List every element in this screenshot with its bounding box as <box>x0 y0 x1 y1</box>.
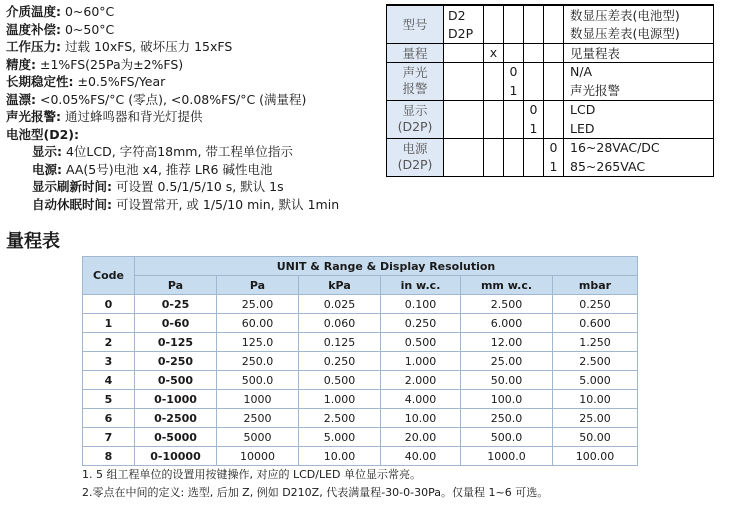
range-value-cell: 1.250 <box>553 333 638 352</box>
range-value-cell: 0-25 <box>135 295 217 314</box>
range-value-cell: 5.000 <box>553 371 638 390</box>
spec-medium-temp: 介质温度: 0~60°C <box>6 4 115 19</box>
order-row-power-0 <box>387 138 714 157</box>
range-code-cell: 8 <box>83 447 135 466</box>
range-table <box>82 256 638 466</box>
range-value-cell: 6.000 <box>461 314 553 333</box>
spec-power: 电源: AA(5号)电池 x4, 推荐 LR6 碱性电池 <box>32 161 273 177</box>
range-row <box>83 333 638 352</box>
range-table-title: 量程表 <box>6 231 60 252</box>
range-value-cell: 125.0 <box>217 333 299 352</box>
model-b-desc: 数显压差表(电源型) <box>564 24 714 43</box>
display-0: 0 <box>524 100 544 119</box>
col-header: kPa <box>299 276 381 295</box>
range-value-cell: 10.00 <box>299 447 381 466</box>
spec-drift: 温漂: <0.05%FS/°C (零点), <0.08%FS/°C (满量程) <box>6 91 307 107</box>
order-row-range <box>387 43 714 62</box>
power-1: 1 <box>544 157 564 176</box>
range-value-cell: 0.250 <box>381 314 461 333</box>
spec-sleep: 自动休眠时间: 可设置常开, 或 1/5/10 min, 默认 1min <box>32 196 340 212</box>
range-value-cell: 0.500 <box>299 371 381 390</box>
spec-accuracy: 精度: ±1%FS(25Pa为±2%FS) <box>6 56 184 72</box>
range-value-cell: 0.100 <box>381 295 461 314</box>
range-row <box>83 314 638 333</box>
spec-list <box>6 3 376 213</box>
range-code: x <box>484 43 504 62</box>
model-a-desc: 数显压差表(电池型) <box>564 5 714 24</box>
range-value-cell: 10.00 <box>381 409 461 428</box>
range-column-row <box>83 276 638 295</box>
range-row <box>83 352 638 371</box>
range-value-cell: 50.00 <box>553 428 638 447</box>
spec-display: 显示: 4位LCD, 字符高18mm, 带工程单位指示 <box>32 144 293 159</box>
range-row <box>83 390 638 409</box>
model-a: D2 <box>444 5 484 24</box>
alarm-0-desc: N/A <box>564 62 714 81</box>
range-value-cell: 12.00 <box>461 333 553 352</box>
model-b: D2P <box>444 24 484 43</box>
range-value-cell: 0.250 <box>553 295 638 314</box>
range-value-cell: 2.000 <box>381 371 461 390</box>
alarm-1: 1 <box>504 81 524 100</box>
range-value-cell: 2.500 <box>553 352 638 371</box>
model-label: 型号 <box>387 5 444 43</box>
range-table-body <box>83 295 638 466</box>
col-header: Pa <box>135 276 217 295</box>
range-value-cell: 0-10000 <box>135 447 217 466</box>
order-row-display-0 <box>387 100 714 119</box>
range-row <box>83 295 638 314</box>
power-0-desc: 16~28VAC/DC <box>564 138 714 157</box>
display-0-desc: LCD <box>564 100 714 119</box>
range-row <box>83 371 638 390</box>
range-value-cell: 0-5000 <box>135 428 217 447</box>
spec-comp-temp: 温度补偿: 0~50°C <box>6 21 115 37</box>
display-label: 显示 (D2P) <box>387 100 444 138</box>
col-header: mm w.c. <box>461 276 553 295</box>
range-value-cell: 5000 <box>217 428 299 447</box>
power-label: 电源 (D2P) <box>387 138 444 176</box>
range-value-cell: 0-1000 <box>135 390 217 409</box>
range-value-cell: 0.060 <box>299 314 381 333</box>
range-value-cell: 2.500 <box>299 409 381 428</box>
range-value-cell: 500.0 <box>461 428 553 447</box>
range-code-cell: 0 <box>83 295 135 314</box>
code-header: Code <box>83 257 135 295</box>
range-header-row <box>83 257 638 276</box>
range-value-cell: 0.025 <box>299 295 381 314</box>
note-2: 2.零点在中间的定义: 选型, 后加 Z, 例如 D210Z, 代表满量程-30-0-30Pa。仅量程 1~6 可选。 <box>82 486 549 499</box>
range-row <box>83 409 638 428</box>
col-header: Pa <box>217 276 299 295</box>
spec-alarm: 声光报警: 通过蜂鸣器和背光灯提供 <box>6 109 203 124</box>
range-value-cell: 10000 <box>217 447 299 466</box>
range-value-cell: 0.250 <box>299 352 381 371</box>
range-value-cell: 1.000 <box>299 390 381 409</box>
range-code-cell: 4 <box>83 371 135 390</box>
range-value-cell: 0-500 <box>135 371 217 390</box>
notes <box>82 466 548 502</box>
range-value-cell: 0-125 <box>135 333 217 352</box>
range-value-cell: 0.125 <box>299 333 381 352</box>
range-value-cell: 4.000 <box>381 390 461 409</box>
spec-stability: 长期稳定性: ±0.5%FS/Year <box>6 74 166 89</box>
order-row-model <box>387 5 714 24</box>
range-code-cell: 3 <box>83 352 135 371</box>
alarm-0: 0 <box>504 62 524 81</box>
range-row <box>83 447 638 466</box>
range-value-cell: 2500 <box>217 409 299 428</box>
range-value-cell: 2.500 <box>461 295 553 314</box>
spec-battery-type: 电池型(D2): <box>6 126 79 142</box>
alarm-label: 声光 报警 <box>387 62 444 100</box>
col-header: in w.c. <box>381 276 461 295</box>
range-desc: 见量程表 <box>564 43 714 62</box>
range-value-cell: 50.00 <box>461 371 553 390</box>
unit-group-header: UNIT & Range & Display Resolution <box>135 257 638 276</box>
range-value-cell: 1000.0 <box>461 447 553 466</box>
range-value-cell: 25.00 <box>217 295 299 314</box>
range-value-cell: 25.00 <box>553 409 638 428</box>
order-code-table <box>386 4 714 177</box>
range-label: 量程 <box>387 43 444 62</box>
range-value-cell: 0-250 <box>135 352 217 371</box>
order-row-alarm-0 <box>387 62 714 81</box>
range-value-cell: 40.00 <box>381 447 461 466</box>
range-code-cell: 7 <box>83 428 135 447</box>
power-0: 0 <box>544 138 564 157</box>
spec-pressure: 工作压力: 过载 10xFS, 破坏压力 15xFS <box>6 39 233 54</box>
spec-refresh: 显示刷新时间: 可设置 0.5/1/5/10 s, 默认 1s <box>32 179 284 194</box>
range-value-cell: 250.0 <box>461 409 553 428</box>
range-code-cell: 6 <box>83 409 135 428</box>
range-value-cell: 0-60 <box>135 314 217 333</box>
range-value-cell: 10.00 <box>553 390 638 409</box>
range-code-cell: 1 <box>83 314 135 333</box>
range-code-cell: 5 <box>83 390 135 409</box>
alarm-1-desc: 声光报警 <box>564 81 714 100</box>
col-header: mbar <box>553 276 638 295</box>
range-value-cell: 0-2500 <box>135 409 217 428</box>
range-value-cell: 25.00 <box>461 352 553 371</box>
range-value-cell: 0.600 <box>553 314 638 333</box>
power-1-desc: 85~265VAC <box>564 157 714 176</box>
range-code-cell: 2 <box>83 333 135 352</box>
display-1-desc: LED <box>564 119 714 138</box>
range-value-cell: 1000 <box>217 390 299 409</box>
range-row <box>83 428 638 447</box>
range-value-cell: 0.500 <box>381 333 461 352</box>
range-value-cell: 5.000 <box>299 428 381 447</box>
range-value-cell: 500.0 <box>217 371 299 390</box>
range-value-cell: 100.00 <box>553 447 638 466</box>
display-1: 1 <box>524 119 544 138</box>
range-value-cell: 20.00 <box>381 428 461 447</box>
range-value-cell: 1.000 <box>381 352 461 371</box>
range-value-cell: 250.0 <box>217 352 299 371</box>
range-value-cell: 60.00 <box>217 314 299 333</box>
note-1: 1. 5 组工程单位的设置用按键操作, 对应的 LCD/LED 单位显示常亮。 <box>82 468 422 481</box>
range-value-cell: 100.0 <box>461 390 553 409</box>
